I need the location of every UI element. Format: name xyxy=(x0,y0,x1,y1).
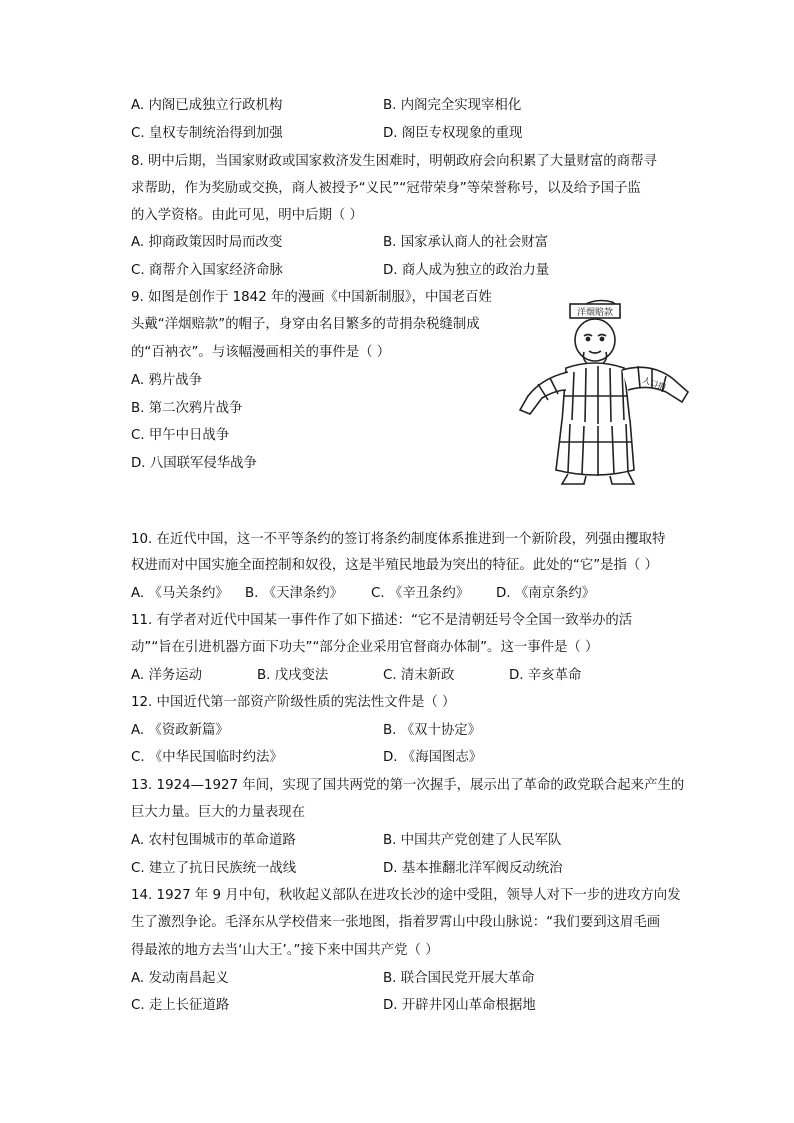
q9-option-a: A. 鸦片战争 xyxy=(131,373,202,388)
q13-stem-line2: 巨大力量。巨大的力量表现在 xyxy=(131,805,306,820)
q14-option-c: C. 走上长征道路 xyxy=(131,998,230,1013)
q11-option-d: D. 辛亥革命 xyxy=(509,668,582,683)
arm-label: 人口捐 xyxy=(641,375,667,393)
q8-option-c: C. 商帮介入国家经济命脉 xyxy=(131,263,283,278)
q14-stem-line3: 得最浓的地方去当‘山大王’。”接下来中国共产党（ ） xyxy=(131,943,439,958)
q8-stem-line2: 求帮助，作为奖励或交换，商人被授予“义民”“冠带荣身”等荣誉称号，以及给予国子监 xyxy=(131,181,641,196)
q13-option-c: C. 建立了抗日民族统一战线 xyxy=(131,861,297,876)
q14-option-a: A. 发动南昌起义 xyxy=(131,971,229,986)
q10-option-c: C. 《辛丑条约》 xyxy=(371,586,470,601)
q12-option-b: B. 《双十协定》 xyxy=(383,723,482,738)
q12-stem-line1: 12. 中国近代第一部资产阶级性质的宪法性文件是（ ） xyxy=(131,695,456,710)
q11-stem-line1: 11. 有学者对近代中国某一事件作了如下描述：“它不是清朝廷号令全国一致举办的活 xyxy=(131,613,633,628)
q8-stem-line1: 8. 明中后期，当国家财政或国家救济发生困难时，明朝政府会向积累了大量财富的商帮寻 xyxy=(131,154,657,169)
q7-option-d: D. 阁臣专权现象的重现 xyxy=(383,126,523,141)
q9-stem-line2: 头戴“洋烟赔款”的帽子，身穿由名目繁多的苛捐杂税缝制成 xyxy=(131,317,480,332)
q13-stem-line1: 13. 1924—1927 年间，实现了国共两党的第一次握手，展示出了革命的政党联合起来产生的 xyxy=(131,778,685,793)
q8-option-d: D. 商人成为独立的政治力量 xyxy=(383,263,550,278)
q13-option-b: B. 中国共产党创建了人民军队 xyxy=(383,833,562,848)
hat-label: 洋烟赔款 xyxy=(576,308,614,318)
q11-stem-line2: 动”“旨在引进机器方面下功夫”“部分企业采用官督商办体制”。这一事件是（ ） xyxy=(131,640,599,655)
q9-option-c: C. 甲午中日战争 xyxy=(131,428,230,443)
cartoon-new-chinese-uniform xyxy=(512,292,694,488)
q14-stem-line2: 生了激烈争论。毛泽东从学校借来一张地图，指着罗霄山中段山脉说：“我们要到这眉毛画 xyxy=(131,915,661,930)
q12-option-d: D. 《海国图志》 xyxy=(383,750,483,765)
q13-option-d: D. 基本推翻北洋军阀反动统治 xyxy=(383,861,563,876)
q10-option-b: B. 《天津条约》 xyxy=(245,586,344,601)
q13-option-a: A. 农村包围城市的革命道路 xyxy=(131,833,296,848)
q7-option-a: A. 内阁已成独立行政机构 xyxy=(131,98,283,113)
q9-stem-line3: 的“百衲衣”。与该幅漫画相关的事件是（ ） xyxy=(131,345,391,360)
q11-option-b: B. 戊戌变法 xyxy=(257,668,329,683)
q8-stem-line3: 的入学资格。由此可见，明中后期（ ） xyxy=(131,208,363,223)
q9-option-d: D. 八国联军侵华战争 xyxy=(131,456,257,471)
q14-option-d: D. 开辟井冈山革命根据地 xyxy=(383,998,536,1013)
q10-stem-line2: 权进而对中国实施全面控制和奴役，这是半殖民地最为突出的特征。此处的“它”是指（ ） xyxy=(131,558,658,573)
q10-option-a: A. 《马关条约》 xyxy=(131,586,229,601)
q12-option-a: A. 《资政新篇》 xyxy=(131,723,229,738)
q9-stem-line1: 9. 如图是创作于 1842 年的漫画《中国新制服》，中国老百姓 xyxy=(131,290,492,305)
q10-option-d: D. 《南京条约》 xyxy=(496,586,596,601)
q14-option-b: B. 联合国民党开展大革命 xyxy=(383,971,535,986)
q10-stem-line1: 10. 在近代中国，这一不平等条约的签订将条约制度体系推进到一个新阶段，列强由攫取特 xyxy=(131,532,666,547)
q11-option-c: C. 清末新政 xyxy=(383,668,455,683)
q9-option-b: B. 第二次鸦片战争 xyxy=(131,401,243,416)
q14-stem-line1: 14. 1927 年 9 月中旬，秋收起义部队在进攻长沙的途中受阻，领导人对下一步的进攻方向发 xyxy=(131,888,681,903)
q7-option-c: C. 皇权专制统治得到加强 xyxy=(131,126,283,141)
q7-option-b: B. 内阁完全实现宰相化 xyxy=(383,98,522,113)
q11-option-a: A. 洋务运动 xyxy=(131,668,202,683)
q12-option-c: C. 《中华民国临时约法》 xyxy=(131,750,283,765)
q8-option-a: A. 抑商政策因时局而改变 xyxy=(131,235,283,250)
q8-option-b: B. 国家承认商人的社会财富 xyxy=(383,235,548,250)
